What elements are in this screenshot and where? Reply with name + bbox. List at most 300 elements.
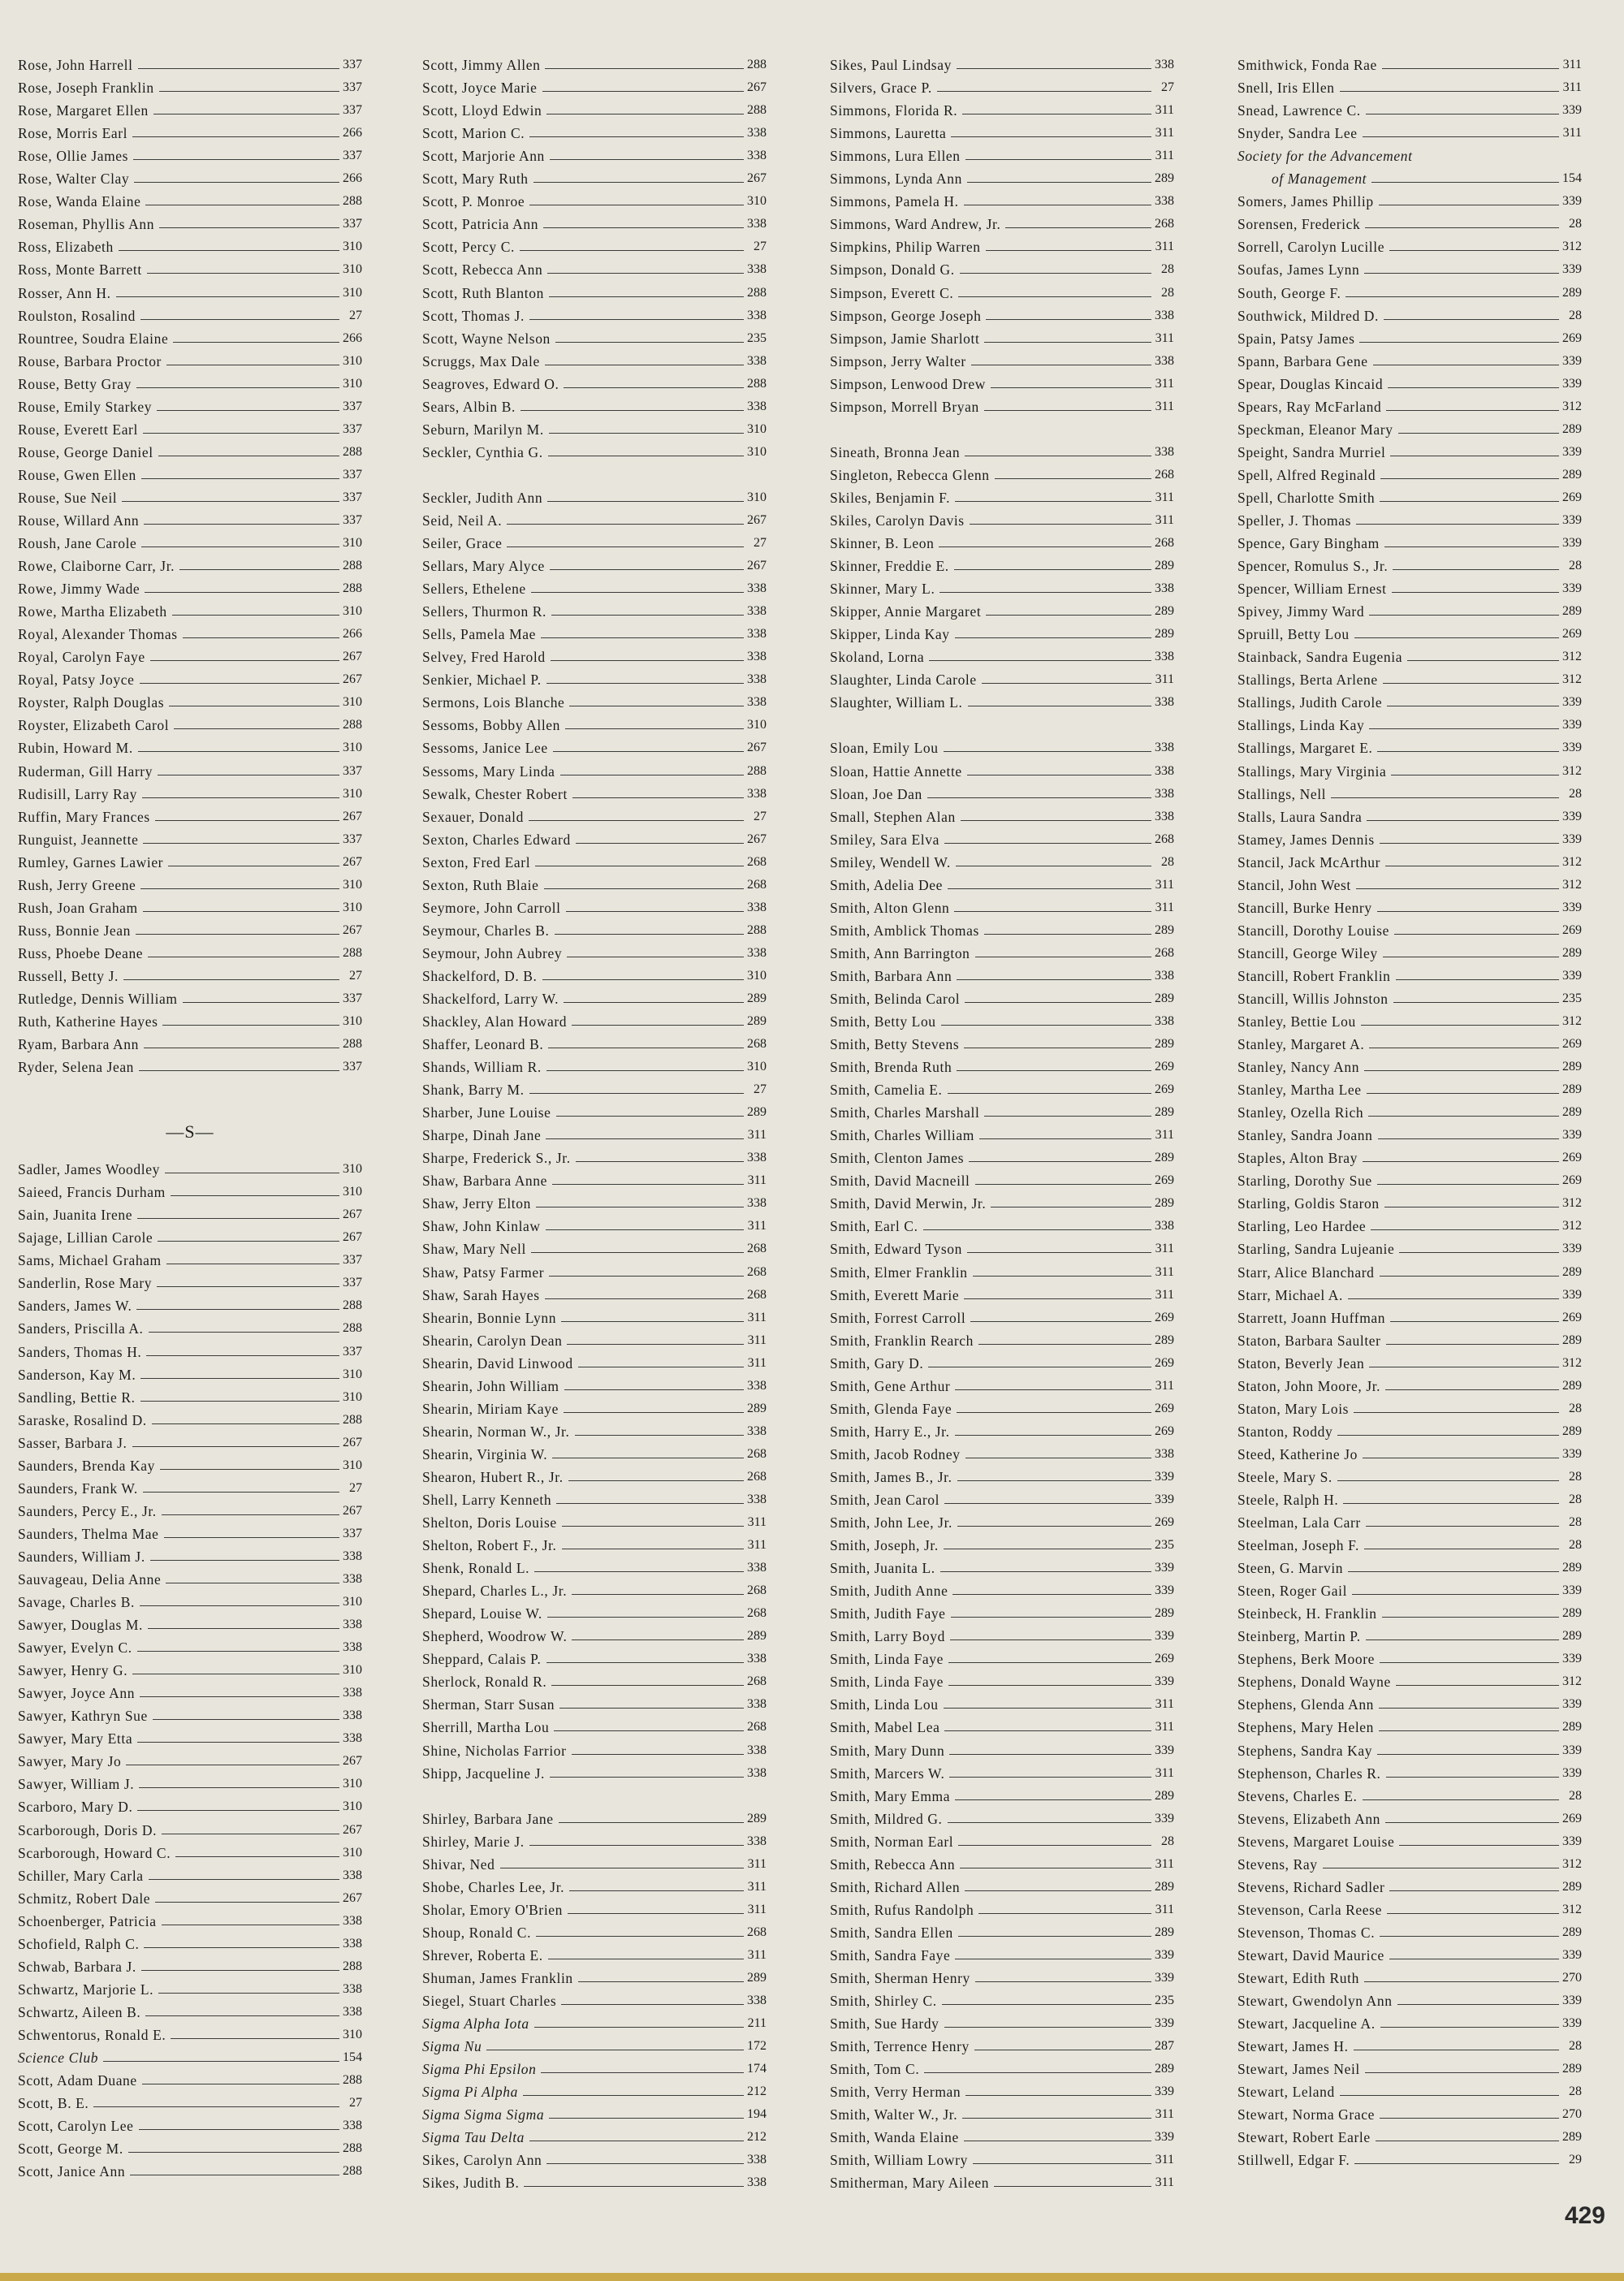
dot-leader	[948, 1662, 1151, 1663]
entry-page-number: 27	[1161, 80, 1174, 95]
dot-leader	[531, 1252, 744, 1253]
entry-page-number: 288	[343, 2164, 362, 2179]
dot-leader	[952, 1594, 1151, 1595]
index-entry	[422, 1394, 767, 1417]
entry-name: Smith, Tom C.	[830, 2061, 920, 2078]
index-entry	[1237, 665, 1582, 688]
index-entry	[830, 119, 1174, 141]
dot-leader	[547, 501, 744, 502]
index-entry	[18, 278, 362, 300]
index-entry	[18, 916, 362, 939]
index-entry	[18, 232, 362, 255]
entry-name: Smith, Shirley C.	[830, 1993, 937, 2010]
entry-name: Spivey, Jimmy Ward	[1237, 603, 1365, 620]
entry-page-number: 338	[747, 900, 767, 914]
entry-name: Schwartz, Aileen B.	[18, 2003, 141, 2020]
index-entry	[830, 96, 1174, 119]
entry-page-number: 311	[1155, 2107, 1174, 2122]
index-entry	[422, 1098, 767, 1121]
dot-leader	[531, 592, 744, 593]
entry-name: Stallings, Mary Virginia	[1237, 762, 1387, 780]
entry-name: Shirley, Barbara Jane	[422, 1810, 554, 1827]
entry-page-number: 311	[1155, 900, 1174, 914]
index-entry	[18, 1975, 362, 1998]
dot-leader	[551, 660, 744, 661]
index-entry	[1237, 2100, 1582, 2123]
index-entry	[830, 1690, 1174, 1713]
entry-name: Staton, John Moore, Jr.	[1237, 1377, 1381, 1394]
entry-name: Schwartz, Marjorie L.	[18, 1981, 154, 1998]
index-column-2	[422, 50, 767, 2191]
dot-leader	[544, 888, 744, 889]
index-entry	[830, 1963, 1174, 1986]
index-entry	[18, 347, 362, 369]
entry-page-number: 310	[343, 1458, 362, 1472]
entry-page-number: 289	[1562, 1105, 1582, 1120]
dot-leader	[550, 159, 744, 160]
dot-leader	[941, 1025, 1151, 1026]
dot-leader	[536, 1936, 744, 1937]
index-entry	[18, 2043, 362, 2066]
entry-page-number: 338	[747, 627, 767, 642]
dot-leader	[132, 1446, 339, 1447]
dot-leader	[160, 1469, 339, 1470]
index-entry	[422, 347, 767, 369]
dot-leader	[140, 1605, 339, 1606]
index-entry	[830, 50, 1174, 73]
entry-name: Simpkins, Philip Warren	[830, 239, 981, 256]
index-entry	[18, 1155, 362, 1177]
entry-page-number: 289	[747, 1105, 767, 1120]
index-entry	[830, 1735, 1174, 1758]
dot-leader	[1378, 1138, 1559, 1139]
index-entry	[830, 848, 1174, 870]
dot-leader	[534, 1571, 744, 1572]
entry-name: Simpson, Morrell Bryan	[830, 398, 979, 415]
entry-page-number: 311	[747, 1355, 767, 1370]
entry-name: Snead, Lawrence C.	[1237, 102, 1361, 119]
entry-page-number: 269	[1155, 1173, 1174, 1188]
entry-name: Skinner, Mary L.	[830, 581, 935, 598]
index-entry	[18, 1451, 362, 1474]
dot-leader	[547, 273, 744, 274]
entry-page-number: 270	[1562, 1970, 1582, 1985]
entry-page-number: 289	[1562, 1378, 1582, 1393]
index-entry	[830, 893, 1174, 916]
entry-name: Smith, Alton Glenn	[830, 899, 950, 916]
entry-page-number: 289	[1562, 1629, 1582, 1644]
entry-page-number: 338	[747, 2175, 767, 2190]
entry-page-number: 338	[747, 308, 767, 322]
entry-name: Sharpe, Frederick S., Jr.	[422, 1150, 571, 1167]
dot-leader	[1380, 501, 1559, 502]
entry-page-number: 267	[747, 171, 767, 186]
entry-name: Stevens, Elizabeth Ann	[1237, 1810, 1381, 1827]
dot-leader	[1366, 1639, 1559, 1640]
entry-page-number: 311	[747, 1515, 767, 1530]
dot-leader	[948, 888, 1151, 889]
dot-leader	[1371, 182, 1559, 183]
dot-leader	[140, 1401, 339, 1402]
entry-name: Sessoms, Janice Lee	[422, 740, 548, 757]
entry-page-number: 28	[1161, 262, 1174, 277]
entry-name: Starling, Dorothy Sue	[1237, 1173, 1372, 1190]
entry-name: Saunders, Frank W.	[18, 1480, 138, 1497]
entry-name: Shackelford, D. B.	[422, 967, 538, 984]
index-entry	[422, 50, 767, 73]
dot-leader	[119, 250, 339, 251]
entry-name: Stewart, Jacqueline A.	[1237, 2015, 1376, 2033]
dot-leader	[529, 820, 744, 821]
entry-name: Stancil, Jack McArthur	[1237, 853, 1381, 870]
entry-name: Somers, James Phillip	[1237, 193, 1374, 210]
entry-page-number: 337	[343, 80, 362, 95]
dot-leader	[948, 1685, 1151, 1686]
index-entry	[18, 415, 362, 438]
entry-name: Senkier, Michael P.	[422, 672, 542, 689]
entry-page-number: 28	[1569, 2084, 1582, 2099]
dot-leader	[155, 820, 339, 821]
index-entry	[830, 141, 1174, 164]
index-entry	[18, 1030, 362, 1052]
index-entry	[1237, 1531, 1582, 1553]
entry-name: Saunders, Brenda Kay	[18, 1457, 155, 1474]
index-entry	[422, 2009, 767, 2032]
entry-name: Scruggs, Max Dale	[422, 352, 540, 369]
index-entry	[830, 506, 1174, 529]
entry-page-number: 338	[747, 1561, 767, 1575]
index-entry	[422, 620, 767, 642]
dot-leader	[553, 751, 744, 752]
entry-name: Stallings, Linda Kay	[1237, 717, 1365, 734]
index-entry	[422, 1417, 767, 1440]
index-entry	[1237, 597, 1582, 620]
index-entry	[830, 2123, 1174, 2145]
entry-page-number: 311	[747, 1538, 767, 1553]
index-entry	[830, 1782, 1174, 1804]
index-entry	[18, 438, 362, 460]
entry-name: Scarboro, Mary D.	[18, 1799, 133, 1816]
entry-page-number: 338	[747, 1493, 767, 1506]
entry-name: Staton, Beverly Jean	[1237, 1354, 1365, 1372]
dot-leader	[1383, 683, 1559, 684]
entry-page-number: 338	[343, 2004, 362, 2019]
dot-leader	[1397, 2004, 1559, 2005]
dot-leader	[153, 1719, 339, 1720]
entry-name: Skipper, Linda Kay	[830, 626, 950, 643]
dot-leader	[957, 68, 1151, 69]
entry-page-number: 267	[343, 672, 362, 687]
entry-page-number: 269	[1155, 1652, 1174, 1666]
dot-leader	[1385, 1389, 1559, 1390]
entry-name: Spruill, Betty Lou	[1237, 626, 1350, 643]
index-entry	[1237, 460, 1582, 483]
index-entry	[830, 1759, 1174, 1782]
entry-name: Steinbeck, H. Franklin	[1237, 1605, 1377, 1622]
index-entry	[18, 574, 362, 597]
dot-leader	[140, 1696, 339, 1697]
entry-name: Sellars, Mary Alyce	[422, 558, 545, 575]
entry-page-number: 311	[747, 1902, 767, 1916]
index-entry	[1237, 50, 1582, 73]
entry-page-number: 311	[1155, 376, 1174, 391]
index-entry	[422, 597, 767, 620]
entry-page-number: 337	[343, 58, 362, 72]
entry-page-number: 27	[754, 809, 767, 823]
dot-leader	[134, 182, 339, 183]
index-entry	[830, 574, 1174, 597]
index-column-4	[1237, 50, 1582, 2168]
entry-page-number: 312	[1562, 1014, 1582, 1029]
index-entry	[1237, 1895, 1582, 1918]
entry-page-number: 289	[1562, 2130, 1582, 2145]
entry-page-number: 268	[747, 1242, 767, 1256]
entry-page-number: 310	[343, 604, 362, 619]
dot-leader	[555, 342, 744, 343]
index-entry	[422, 1850, 767, 1873]
dot-leader	[140, 683, 340, 684]
entry-page-number: 268	[747, 1037, 767, 1052]
entry-name: Saunders, Percy E., Jr.	[18, 1502, 157, 1519]
index-entry	[830, 688, 1174, 711]
entry-page-number: 194	[747, 2107, 767, 2122]
entry-name: Sawyer, Douglas M.	[18, 1617, 143, 1634]
entry-page-number: 337	[343, 512, 362, 527]
index-entry	[422, 1963, 767, 1986]
index-entry	[1237, 916, 1582, 939]
entry-page-number: 212	[747, 2084, 767, 2099]
entry-name: Smith, Marcers W.	[830, 1765, 945, 1782]
entry-name: Spell, Alfred Reginald	[1237, 466, 1376, 483]
dot-leader	[145, 2015, 339, 2016]
index-entry	[1237, 1257, 1582, 1280]
index-entry	[18, 961, 362, 984]
bottom-edge	[0, 2273, 1624, 2281]
dot-leader	[561, 2004, 744, 2005]
dot-leader	[183, 1002, 339, 1003]
entry-page-number: 28	[1161, 1834, 1174, 1848]
index-entry	[1237, 1440, 1582, 1462]
entry-name: Stevenson, Carla Reese	[1237, 1901, 1382, 1918]
index-entry	[18, 1337, 362, 1359]
index-entry	[18, 2066, 362, 2089]
dot-leader	[923, 1229, 1151, 1230]
index-entry	[1237, 96, 1582, 119]
dot-leader	[140, 319, 339, 320]
entry-page-number: 338	[343, 1731, 362, 1746]
entry-page-number: 289	[1155, 1037, 1174, 1052]
entry-name: Smith, Judith Anne	[830, 1583, 948, 1600]
entry-page-number: 338	[747, 945, 767, 960]
index-entry	[1237, 1143, 1582, 1166]
entry-page-number: 338	[343, 2119, 362, 2133]
dot-leader	[149, 1879, 339, 1880]
entry-name: Sigma Nu	[422, 2038, 482, 2055]
entry-name: Roush, Jane Carole	[18, 535, 137, 552]
entry-name: Sasser, Barbara J.	[18, 1434, 127, 1451]
index-entry	[18, 324, 362, 347]
entry-page-number: 310	[747, 490, 767, 504]
entry-name: Rush, Joan Graham	[18, 899, 138, 916]
entry-name: Rouse, Betty Gray	[18, 375, 132, 392]
dot-leader	[940, 1571, 1151, 1572]
index-entry	[18, 1929, 362, 1952]
dot-leader	[1354, 1412, 1559, 1413]
dot-leader	[148, 1628, 339, 1629]
entry-name: Starling, Leo Hardee	[1237, 1218, 1367, 1235]
entry-name: Shaw, Sarah Hayes	[422, 1286, 540, 1303]
dot-leader	[978, 1344, 1151, 1345]
dot-leader	[533, 182, 744, 183]
dot-leader	[1385, 1822, 1559, 1823]
entry-page-number: 288	[343, 194, 362, 209]
dot-leader	[179, 569, 339, 570]
index-entry	[422, 870, 767, 893]
entry-name: Smith, Edward Tyson	[830, 1241, 962, 1258]
index-entry	[422, 1372, 767, 1394]
index-entry	[422, 232, 767, 255]
entry-page-number: 172	[747, 2039, 767, 2054]
dot-leader	[564, 1002, 744, 1003]
entry-name: Scott, Ruth Blanton	[422, 284, 544, 301]
entry-page-number: 268	[1155, 536, 1174, 551]
dot-leader	[1366, 1526, 1559, 1527]
entry-name: Sheppard, Calais P.	[422, 1651, 542, 1668]
index-entry	[422, 1986, 767, 2009]
entry-page-number: 268	[747, 877, 767, 892]
index-entry	[1237, 369, 1582, 392]
entry-name: Smith, Jean Carol	[830, 1492, 940, 1508]
entry-name: Smith, Walter W., Jr.	[830, 2106, 958, 2123]
index-entry	[830, 392, 1174, 415]
entry-page-number: 289	[1155, 991, 1174, 1005]
entry-page-number: 311	[1155, 512, 1174, 527]
column-spacer	[422, 460, 767, 483]
index-entry	[830, 1713, 1174, 1735]
entry-name: Sigma Phi Epsilon	[422, 2061, 537, 2078]
entry-page-number: 311	[747, 1856, 767, 1871]
entry-page-number: 338	[1155, 763, 1174, 778]
entry-name: Runguist, Jeannette	[18, 831, 139, 848]
entry-name: Society for the Advancement	[1237, 148, 1413, 165]
index-entry	[830, 620, 1174, 642]
entry-page-number: 269	[1155, 1310, 1174, 1324]
entry-name: Smith, William Lowry	[830, 2152, 968, 2169]
index-entry	[830, 1462, 1174, 1485]
entry-page-number: 311	[1155, 2175, 1174, 2190]
entry-page-number: 268	[747, 1606, 767, 1621]
entry-name: Rutledge, Dennis William	[18, 990, 178, 1007]
entry-name: Sloan, Joe Dan	[830, 785, 922, 802]
entry-page-number: 312	[1562, 1355, 1582, 1370]
entry-page-number: 339	[1562, 1652, 1582, 1666]
index-entry	[422, 802, 767, 825]
entry-name: Stanley, Ozella Rich	[1237, 1104, 1364, 1121]
index-entry	[830, 1372, 1174, 1394]
entry-name: Stevens, Charles E.	[1237, 1787, 1358, 1804]
index-entry	[18, 665, 362, 688]
entry-name: Seiler, Grace	[422, 535, 503, 552]
index-entry	[18, 642, 362, 665]
entry-page-number: 268	[747, 854, 767, 869]
dot-leader	[944, 751, 1151, 752]
index-entry	[830, 2077, 1174, 2100]
entry-name: Stancil, John West	[1237, 876, 1351, 893]
entry-page-number: 339	[1155, 1493, 1174, 1506]
index-entry	[422, 255, 767, 278]
entry-name: Schmitz, Robert Dale	[18, 1890, 151, 1907]
dot-leader	[1380, 1276, 1560, 1277]
entry-name: Simpson, Donald G.	[830, 261, 955, 279]
entry-page-number: 267	[343, 650, 362, 664]
dot-leader	[955, 637, 1151, 638]
entry-name: Skinner, Freddie E.	[830, 558, 949, 575]
entry-page-number: 267	[747, 559, 767, 573]
index-entry	[422, 939, 767, 961]
entry-page-number: 310	[343, 353, 362, 368]
dot-leader	[150, 1560, 339, 1561]
index-entry	[1237, 255, 1582, 278]
entry-name: Spears, Ray McFarland	[1237, 398, 1382, 415]
entry-name: Smith, Linda Faye	[830, 1674, 944, 1691]
index-entry	[1237, 1782, 1582, 1804]
index-entry	[422, 1303, 767, 1326]
index-entry	[422, 2100, 767, 2123]
entry-page-number: 338	[343, 1709, 362, 1723]
index-entry	[830, 1667, 1174, 1690]
entry-name: Stallings, Berta Arlene	[1237, 672, 1378, 689]
entry-page-number: 310	[343, 741, 362, 755]
entry-page-number: 27	[754, 536, 767, 551]
dot-leader	[951, 136, 1151, 137]
dot-leader	[564, 1389, 744, 1390]
entry-name: Rose, Ollie James	[18, 148, 129, 165]
entry-page-number: 339	[1155, 1743, 1174, 1757]
dot-leader	[1364, 1981, 1559, 1982]
dot-leader	[1380, 478, 1559, 479]
entry-name: Rose, Margaret Ellen	[18, 102, 149, 119]
dot-leader	[1379, 1708, 1559, 1709]
entry-page-number: 289	[1155, 1788, 1174, 1803]
dot-leader	[982, 683, 1151, 684]
entry-name: Smiley, Sara Elva	[830, 831, 939, 848]
entry-page-number: 288	[343, 2073, 362, 2088]
index-entry	[830, 1918, 1174, 1941]
entry-name: Sorensen, Frederick	[1237, 216, 1361, 233]
entry-name: Smith, Mary Emma	[830, 1787, 951, 1804]
entry-name: Scott, Percy C.	[422, 239, 515, 256]
entry-name: Shaffer, Leonard B.	[422, 1036, 544, 1053]
entry-page-number: 289	[1562, 2062, 1582, 2076]
index-entry	[18, 1633, 362, 1656]
index-entry	[18, 893, 362, 916]
entry-name: Sams, Michael Graham	[18, 1252, 162, 1269]
index-entry	[1237, 2032, 1582, 2054]
entry-name: Steele, Mary S.	[1237, 1468, 1332, 1485]
index-entry	[18, 301, 362, 324]
entry-page-number: 339	[1562, 1834, 1582, 1848]
dot-leader	[103, 2061, 339, 2062]
index-entry	[830, 733, 1174, 756]
entry-page-number: 289	[1562, 467, 1582, 482]
entry-name: Stallings, Judith Carole	[1237, 694, 1383, 711]
entry-name: Simpson, Jerry Walter	[830, 352, 966, 369]
entry-page-number: 312	[1562, 672, 1582, 687]
dot-leader	[984, 410, 1151, 411]
entry-page-number: 267	[343, 1503, 362, 1518]
index-entry	[830, 1986, 1174, 2009]
entry-page-number: 338	[747, 786, 767, 801]
